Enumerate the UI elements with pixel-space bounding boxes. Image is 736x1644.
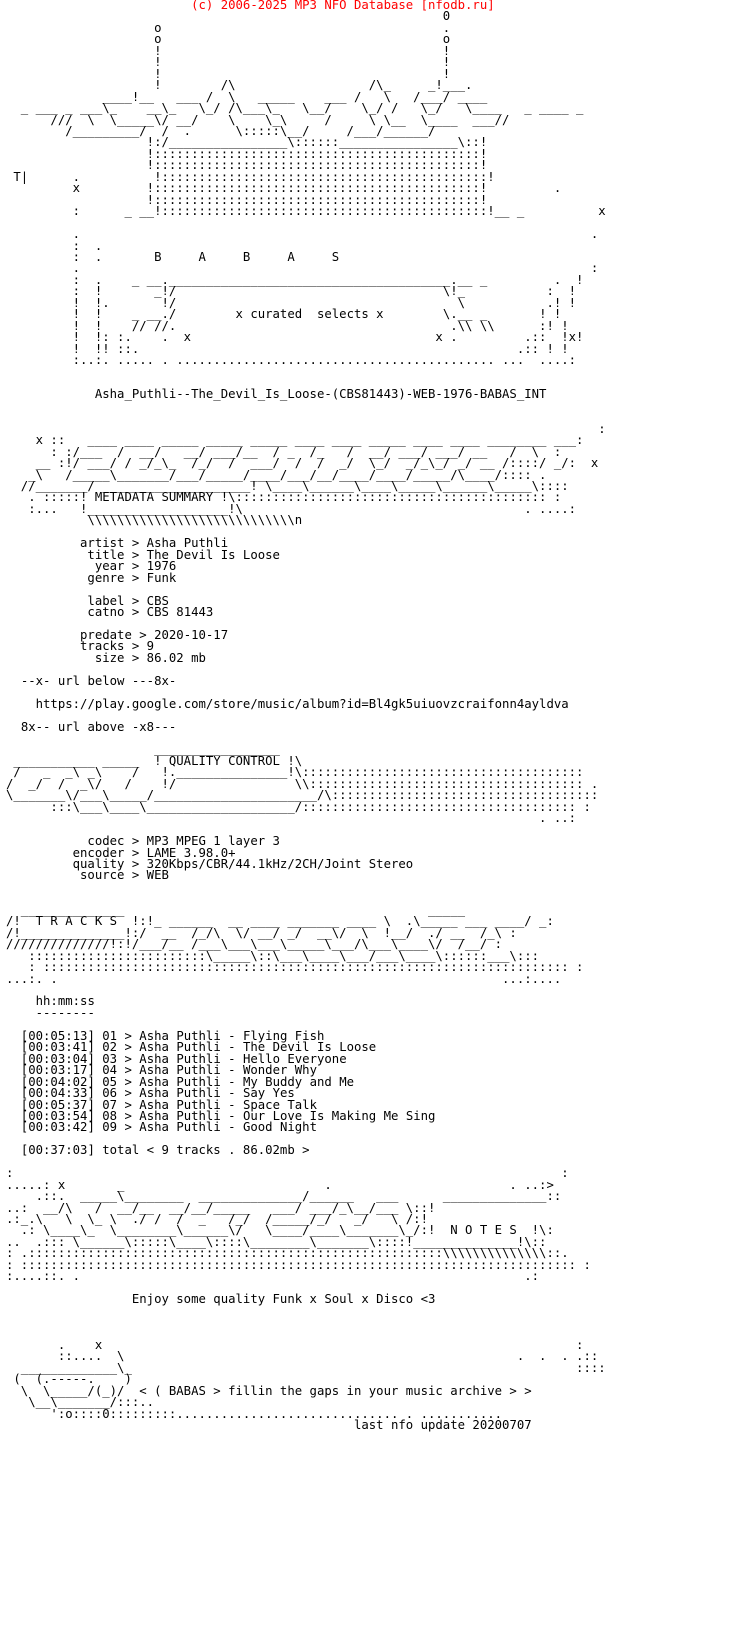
time-column-header: hh:mm:ss <box>35 994 95 1009</box>
track-number: 04 <box>102 1063 118 1078</box>
track-title: Hello Everyone <box>242 1051 347 1066</box>
track-time: 00:03:42 <box>28 1120 88 1135</box>
quality-section-title: QUALITY CONTROL <box>168 753 280 768</box>
track-title: My Buddy and Me <box>242 1074 355 1089</box>
track-number: 09 <box>102 1120 118 1135</box>
track-time: 00:03:41 <box>28 1040 88 1055</box>
track-artist: Asha Puthli <box>139 1051 221 1066</box>
track-title: Flying Fish <box>242 1028 325 1043</box>
url-below-marker: --x- url below ---8x- <box>20 673 177 688</box>
track-number: 01 <box>102 1028 118 1043</box>
quality-codec: MP3 MPEG 1 layer 3 <box>146 834 280 849</box>
track-title: Good Night <box>242 1120 317 1135</box>
release-name: Asha_Puthli--The_Devil_Is_Loose-(CBS81443)-WEB-1976-BABAS_INT <box>94 387 547 402</box>
track-number: 02 <box>102 1040 118 1055</box>
quality-quality: 320Kbps/CBR/44.1kHz/2CH/Joint Stereo <box>146 856 414 871</box>
track-time: 00:05:37 <box>28 1097 88 1112</box>
banner-tagline: x curated selects x <box>235 307 384 322</box>
footer-tagline: < ( BABAS > fillin the gaps in your music archive > > <box>139 1383 532 1398</box>
track-title: Say Yes <box>242 1086 295 1101</box>
notes-section-title: N O T E S <box>450 1223 517 1238</box>
tracklist-total: [00:37:03] total < 9 tracks . 86.02mb > <box>20 1143 310 1158</box>
meta-predate: 2020-10-17 <box>154 627 229 642</box>
meta-genre: Funk <box>146 570 177 585</box>
meta-title: The Devil Is Loose <box>146 547 280 562</box>
nfo-document: (c) 2006-2025 MP3 NFO Database [nfodb.ru] 0 o . o o ! ! ! ! ! ! ! /\ /\_ _!___. ____!__ ___ / \ _____ ___ / \ /___/ ____ _ ___ _ ___\_ __\_ \_/ /\___\_ \__/ \_/ / \_/ \____ _ ____ _ /// \ \_____\/ __/ \ \_\ / \ \__ \____ ___// /_________/ / . \:::::\__/ /___/______/ !:/________________\::::::________________\::! !::::::::::::::::::::::::::::::::::::::::::::! !::::::::::::::::::::::::::::::::::::::::::::! T| . !::::::::::::::::::::::::::::::::::::::::::::! x !::::::::::::::::::::::::::::::::::::::::::::! . !::::::::::::::::::::::::::::::::::::::::::::! : _ __!::::::::::::::::::::::::::::::::::::::::::::!__ _ x . . : . : . B A B A S . : : . _ __.______________________________________.__ _ . ! : ! _!/ \!_ : ! ! !. !/ \ .! ! ! ! _ __./ x curated selects x \.__ _ ! ! ! ! // //. .\\ \\ :! ! ! !: :. . x x . .:: !x! ! !! ::. .:: ! ! :..:. ..... . ........................................... ... ....: Asha_Puthli--The_Devil_Is_Loose-(CBS81443)-WEB-1976-BABAS_INT : x :: ____ ____ _____ _____ _____ ____ ____ _____ ____ ____ ________ ___: : :/___ / __/ __/ ___/__ / _ /_ / __/ ___/ ___/ __ / \ : __ :!/ ___/ / _/_\_ /_/ / ___/ / / _/ \_/ _/_\_/ _/ __ /::::/ _/: x _\ /_____\_______/___/_____/____/___/__/____/____/_____/\____/:::: . //_______/ ____________________! \____\______\____\_____\______\_____\:::: . :::::! METADATA SUMMARY !\:::::::::::::::::::::::::::::::::::::::::: : :... !___________________!\ . ....: \\\\\\\\\\\\\\\\\\\\\\\\\\\\n artist > Asha Puthli title > The Devil Is Loose year > 1976 genre > Funk label > CBS catno > CBS 81443 predate > 2020-10-17 tracks > 9 size > 86.02 mb --x- url below ---8x- https://play.google.com/store/music/album?id=Bl4gk5uiuovzcraifonn4ayldva 8x-- url above -x8--- _________________ ___________ _____ ! QUALITY CONTROL !\ / _ _\ _\ / !._______________!\:::::::::::::::::::::::::::::::::::::: / _/ / _\/ / !/ \\::::::::::::::::::::::::::::::::::::: . \_______\/___\_____/______________________/\:::::::::::::::::::::::::::::::::::: :::\___\____\____________________/::::::::::::::::::::::::::::::::::::: : . ..: codec > MP3 MPEG 1 layer 3 encoder > LAME 3.98.0+ quality > 320Kbps/CBR/44.1kHz/2CH/Joint Stereo source > WEB ______________ _____ /! T R A C K S !:!_ ______ __ ____ _______ ____ \ .\_____ ___ ____/ _: /!______________!:/ __ /_/\ \/ __/ _/ __\/ \ !__/ ./ __ /_\ : //////////////!:!/___/__ /___\___\___\_____\___/\___\____\/ /__/ : ::::::::::::::::::::::::\_____\::\___\____\___/___\____\::::::___\::: : ::::::::::::::::::::::::::::::::::::::::::::::::::::::::::::::::::::::: : ...:. . ...:.... hh:mm:ss -------- [00:05:13] 01 > Asha Puthli - Flying Fish [00:03:41] 02 > Asha Puthli - The Devil Is Loose [00:03:04] 03 > Asha Puthli - Hello Everyone [00:03:17] 04 > Asha Puthli - Wonder Why [00:04:02] 05 > Asha Puthli - My Buddy and Me [00:04:33] 06 > Asha Puthli - Say Yes [00:05:37] 07 > Asha Puthli - Space Talk [00:03:54] 08 > Asha Puthli - Our Love Is Making Me Sing [00:03:42] 09 > Asha Puthli - Good Night [00:37:03] total < 9 tracks . 86.02mb > : : .....: x _ . . ..:> .::. _____\________ ______________/______ ___ ______________:: ..: __/\ / __/__ __/__/_____ ___/ ___/_\__/___ \::! .:_.\ \ \_ \ ./ / / _ /_/ /_____/_/ _/ \ /:! .: \____\_ \________\______\/ \____/____\_______\_/:! N O T E S !\: .. .::: \______\:::::\____\::::\________\_______\::::!______________!\:: : .::::::::::::::::::::::::::::::::::::::::::::::::::::::::\\\\\\\\\\\\\\::. : ::::::::::::::::::::::::::::::::::::::::::::::::::::::::::::::::::::::::::: : :....::. . .: Enjoy some quality Funk x Soul x Disco <3 . x : ::.... \ . . . .:: _____________\_ :::: ( (.-----. ) \ \_____/(_)/ < ( BABAS > fillin the gaps in your music archive > > \__\_______/:::.. ':o::::0:::::::::.............................. . ........... last nfo update 20200707 <box>6 0 606 1433</box>
tracks-section-title: T R A C K S <box>35 914 118 929</box>
track-artist: Asha Puthli <box>139 1086 221 1101</box>
meta-catno: CBS 81443 <box>146 605 214 620</box>
meta-label: CBS <box>146 593 169 608</box>
track-time: 00:03:04 <box>28 1051 88 1066</box>
meta-tracks: 9 <box>146 639 155 654</box>
track-artist: Asha Puthli <box>139 1120 221 1135</box>
meta-size: 86.02 mb <box>146 650 206 665</box>
track-title: Our Love Is Making Me Sing <box>242 1108 436 1123</box>
track-artist: Asha Puthli <box>139 1028 221 1043</box>
banner-letters: B A B A S <box>154 249 340 264</box>
track-number: 07 <box>102 1097 118 1112</box>
track-artist: Asha Puthli <box>139 1040 221 1055</box>
url-above-marker: 8x-- url above -x8--- <box>20 719 177 734</box>
track-artist: Asha Puthli <box>139 1063 221 1078</box>
notes-text: Enjoy some quality Funk x Soul x Disco <3 <box>131 1292 436 1307</box>
track-time: 00:04:33 <box>28 1086 88 1101</box>
track-artist: Asha Puthli <box>139 1108 221 1123</box>
meta-year: 1976 <box>146 559 177 574</box>
copyright-header: (c) 2006-2025 MP3 NFO Database [nfodb.ru] <box>191 0 495 12</box>
track-time: 00:04:02 <box>28 1074 88 1089</box>
track-artist: Asha Puthli <box>139 1074 221 1089</box>
meta-artist: Asha Puthli <box>146 536 229 551</box>
album-url: https://play.google.com/store/music/album?id=Bl4gk5uiuovzcraifonn4ayldva <box>35 696 569 711</box>
track-number: 06 <box>102 1086 118 1101</box>
track-number: 08 <box>102 1108 118 1123</box>
metadata-section-title: METADATA SUMMARY <box>94 490 214 505</box>
track-number: 05 <box>102 1074 118 1089</box>
track-title: The Devil Is Loose <box>242 1040 377 1055</box>
track-number: 03 <box>102 1051 118 1066</box>
time-column-rule: -------- <box>35 1005 95 1020</box>
quality-source: WEB <box>146 868 169 883</box>
track-title: Wonder Why <box>242 1063 317 1078</box>
track-time: 00:03:17 <box>28 1063 88 1078</box>
quality-encoder: LAME 3.98.0+ <box>146 845 236 860</box>
track-title: Space Talk <box>242 1097 317 1112</box>
footer-update: last nfo update 20200707 <box>353 1418 532 1433</box>
track-time: 00:05:13 <box>28 1028 88 1043</box>
track-time: 00:03:54 <box>28 1108 88 1123</box>
track-artist: Asha Puthli <box>139 1097 221 1112</box>
